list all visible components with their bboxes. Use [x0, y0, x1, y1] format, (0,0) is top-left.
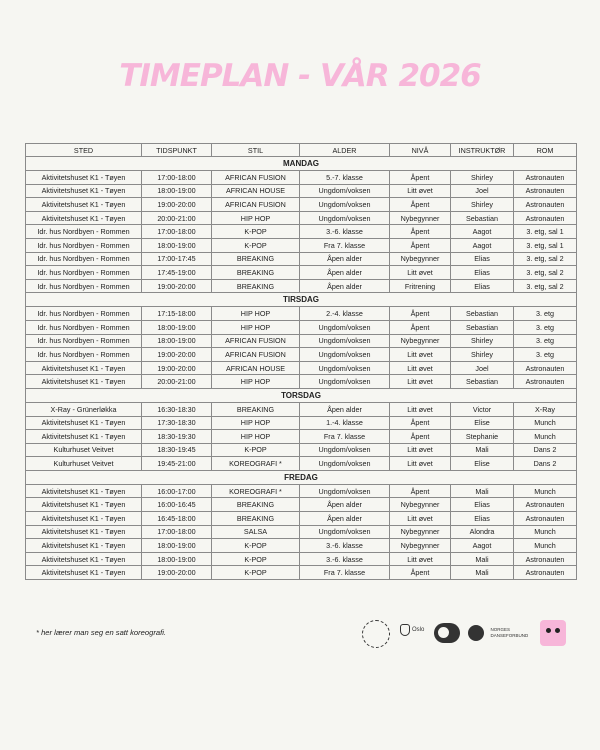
- table-row: [26, 498, 577, 512]
- table-row: [26, 552, 577, 566]
- cell-stil: HIP HOP: [212, 307, 300, 321]
- cell-stil: HIP HOP: [212, 416, 300, 430]
- table-row: [26, 225, 577, 239]
- cell-niva: Litt øvet: [390, 457, 451, 471]
- cell-instruktor: Elise: [451, 457, 514, 471]
- cell-alder: Ungdom/voksen: [300, 525, 390, 539]
- cell-instruktor: Shirley: [451, 334, 514, 348]
- cell-sted: Aktivitetshuset K1 - Tøyen: [26, 484, 142, 498]
- cell-instruktor: Elise: [451, 416, 514, 430]
- cell-alder: Åpen alder: [300, 512, 390, 526]
- cell-sted: Aktivitetshuset K1 - Tøyen: [26, 211, 142, 225]
- cell-tidspunkt: 17:15-18:00: [142, 307, 212, 321]
- column-header: STED: [26, 144, 142, 157]
- cell-stil: HIP HOP: [212, 430, 300, 444]
- column-header: TIDSPUNKT: [142, 144, 212, 157]
- cell-tidspunkt: 17:00-18:00: [142, 225, 212, 239]
- cell-niva: Nybegynner: [390, 211, 451, 225]
- cell-instruktor: Mali: [451, 552, 514, 566]
- cell-niva: Litt øvet: [390, 552, 451, 566]
- cell-sted: Aktivitetshuset K1 - Tøyen: [26, 512, 142, 526]
- cell-niva: Nybegynner: [390, 498, 451, 512]
- cell-instruktor: Sebastian: [451, 307, 514, 321]
- cell-alder: Åpen alder: [300, 498, 390, 512]
- cell-alder: Ungdom/voksen: [300, 375, 390, 389]
- cell-tidspunkt: 19:00-20:00: [142, 198, 212, 212]
- cell-tidspunkt: 20:00-21:00: [142, 211, 212, 225]
- day-label: TORSDAG: [26, 388, 577, 402]
- cell-niva: Åpent: [390, 416, 451, 430]
- table-row: [26, 238, 577, 252]
- cell-niva: Litt øvet: [390, 375, 451, 389]
- cell-stil: KOREOGRAFI *: [212, 484, 300, 498]
- ndf-line2: DANSEFORBUND: [490, 632, 529, 638]
- cell-niva: Fritrening: [390, 279, 451, 293]
- cell-rom: Astronauten: [514, 171, 577, 185]
- cell-tidspunkt: 18:00-19:00: [142, 320, 212, 334]
- oslo-logo-text: Oslo: [412, 627, 425, 633]
- cell-instruktor: Shirley: [451, 171, 514, 185]
- cell-stil: KOREOGRAFI *: [212, 457, 300, 471]
- cell-tidspunkt: 16:45-18:00: [142, 512, 212, 526]
- table-row: [26, 512, 577, 526]
- cell-rom: 3. etg: [514, 334, 577, 348]
- cell-tidspunkt: 17:45-19:00: [142, 266, 212, 280]
- cell-alder: Åpen alder: [300, 279, 390, 293]
- cell-stil: AFRICAN FUSION: [212, 171, 300, 185]
- cell-niva: Litt øvet: [390, 348, 451, 362]
- cell-niva: Nybegynner: [390, 334, 451, 348]
- cell-sted: Idr. hus Nordbyen - Rommen: [26, 334, 142, 348]
- cell-rom: Dans 2: [514, 457, 577, 471]
- cell-stil: BREAKING: [212, 512, 300, 526]
- cell-sted: Aktivitetshuset K1 - Tøyen: [26, 184, 142, 198]
- cell-rom: Astronauten: [514, 198, 577, 212]
- cell-sted: X-Ray - Grünerløkka: [26, 402, 142, 416]
- table-row: [26, 375, 577, 389]
- table-row: [26, 525, 577, 539]
- partner-logo-icon: [434, 623, 460, 643]
- sponsor-logos: [362, 618, 576, 650]
- cell-alder: 1.-4. klasse: [300, 416, 390, 430]
- table-row: [26, 443, 577, 457]
- day-label: FREDAG: [26, 470, 577, 484]
- cell-niva: Åpent: [390, 171, 451, 185]
- cell-niva: Litt øvet: [390, 266, 451, 280]
- cell-sted: Idr. hus Nordbyen - Rommen: [26, 307, 142, 321]
- cell-sted: Aktivitetshuset K1 - Tøyen: [26, 361, 142, 375]
- cell-stil: K-POP: [212, 539, 300, 553]
- cell-tidspunkt: 18:00-19:00: [142, 238, 212, 252]
- cell-tidspunkt: 19:00-20:00: [142, 348, 212, 362]
- cell-instruktor: Elias: [451, 512, 514, 526]
- cell-stil: AFRICAN HOUSE: [212, 361, 300, 375]
- cell-rom: Munch: [514, 525, 577, 539]
- cell-niva: Åpent: [390, 430, 451, 444]
- cell-instruktor: Elias: [451, 498, 514, 512]
- cell-alder: Ungdom/voksen: [300, 211, 390, 225]
- cell-rom: Munch: [514, 430, 577, 444]
- cell-sted: Idr. hus Nordbyen - Rommen: [26, 320, 142, 334]
- cell-rom: Astronauten: [514, 211, 577, 225]
- cell-stil: SALSA: [212, 525, 300, 539]
- cell-rom: 3. etg, sal 1: [514, 238, 577, 252]
- cell-alder: Ungdom/voksen: [300, 334, 390, 348]
- table-row: [26, 334, 577, 348]
- cell-rom: 3. etg: [514, 348, 577, 362]
- cell-rom: Astronauten: [514, 498, 577, 512]
- day-label: TIRSDAG: [26, 293, 577, 307]
- cell-tidspunkt: 18:30-19:30: [142, 430, 212, 444]
- column-header: INSTRUKTØR: [451, 144, 514, 157]
- cell-alder: Ungdom/voksen: [300, 348, 390, 362]
- cell-instruktor: Aagot: [451, 225, 514, 239]
- cell-tidspunkt: 18:00-19:00: [142, 552, 212, 566]
- ndf-line1: NORGES: [490, 627, 510, 633]
- table-row: [26, 402, 577, 416]
- cell-sted: Aktivitetshuset K1 - Tøyen: [26, 375, 142, 389]
- cell-tidspunkt: 16:30-18:30: [142, 402, 212, 416]
- cell-stil: BREAKING: [212, 498, 300, 512]
- cell-niva: Nybegynner: [390, 252, 451, 266]
- table-row: [26, 457, 577, 471]
- cell-sted: Idr. hus Nordbyen - Rommen: [26, 225, 142, 239]
- cell-stil: K-POP: [212, 443, 300, 457]
- cell-rom: 3. etg, sal 2: [514, 279, 577, 293]
- cell-alder: 5.-7. klasse: [300, 171, 390, 185]
- cell-tidspunkt: 16:00-17:00: [142, 484, 212, 498]
- cell-sted: Aktivitetshuset K1 - Tøyen: [26, 198, 142, 212]
- cell-alder: 2.-4. klasse: [300, 307, 390, 321]
- oslo-kommune-logo: [400, 624, 424, 636]
- cell-alder: Ungdom/voksen: [300, 457, 390, 471]
- table-row: [26, 430, 577, 444]
- cell-instruktor: Elias: [451, 266, 514, 280]
- cell-rom: X-Ray: [514, 402, 577, 416]
- cell-tidspunkt: 18:00-19:00: [142, 539, 212, 553]
- cell-sted: Aktivitetshuset K1 - Tøyen: [26, 498, 142, 512]
- cell-stil: AFRICAN FUSION: [212, 334, 300, 348]
- cell-niva: Åpent: [390, 225, 451, 239]
- cell-niva: Nybegynner: [390, 525, 451, 539]
- column-header: STIL: [212, 144, 300, 157]
- cell-sted: Kulturhuset Veitvet: [26, 443, 142, 457]
- cell-alder: Ungdom/voksen: [300, 198, 390, 212]
- pink-mascot-logo-icon: [540, 620, 566, 646]
- day-header-row: [26, 293, 577, 307]
- cell-niva: Litt øvet: [390, 361, 451, 375]
- cell-sted: Aktivitetshuset K1 - Tøyen: [26, 171, 142, 185]
- cell-instruktor: Sebastian: [451, 320, 514, 334]
- table-row: [26, 279, 577, 293]
- cell-rom: 3. etg, sal 1: [514, 225, 577, 239]
- cell-rom: Astronauten: [514, 375, 577, 389]
- cell-alder: 3.-6. klasse: [300, 552, 390, 566]
- cell-rom: 3. etg: [514, 307, 577, 321]
- cell-tidspunkt: 19:00-20:00: [142, 279, 212, 293]
- cell-tidspunkt: 17:30-18:30: [142, 416, 212, 430]
- table-row: [26, 171, 577, 185]
- cell-sted: Aktivitetshuset K1 - Tøyen: [26, 416, 142, 430]
- cell-rom: Munch: [514, 539, 577, 553]
- table-header-row: [26, 144, 577, 157]
- cell-rom: Astronauten: [514, 566, 577, 580]
- cell-instruktor: Mali: [451, 443, 514, 457]
- day-header-row: [26, 157, 577, 171]
- cell-stil: HIP HOP: [212, 320, 300, 334]
- cell-stil: BREAKING: [212, 266, 300, 280]
- cell-niva: Åpent: [390, 320, 451, 334]
- table-row: [26, 348, 577, 362]
- cell-niva: Åpent: [390, 566, 451, 580]
- cell-tidspunkt: 19:00-20:00: [142, 566, 212, 580]
- cell-rom: 3. etg, sal 2: [514, 266, 577, 280]
- cell-sted: Aktivitetshuset K1 - Tøyen: [26, 552, 142, 566]
- cell-alder: 3.-6. klasse: [300, 539, 390, 553]
- footnote: * her lærer man seg en satt koreografi.: [36, 628, 166, 637]
- cell-instruktor: Elias: [451, 279, 514, 293]
- table-row: [26, 320, 577, 334]
- cell-instruktor: Mali: [451, 484, 514, 498]
- norges-danseforbund-logo: [468, 624, 528, 642]
- cell-tidspunkt: 17:00-18:00: [142, 525, 212, 539]
- cell-niva: Litt øvet: [390, 512, 451, 526]
- cell-alder: Ungdom/voksen: [300, 484, 390, 498]
- cell-instruktor: Shirley: [451, 198, 514, 212]
- day-header-row: [26, 388, 577, 402]
- cell-sted: Kulturhuset Veitvet: [26, 457, 142, 471]
- table-row: [26, 416, 577, 430]
- cell-alder: Ungdom/voksen: [300, 184, 390, 198]
- cell-stil: HIP HOP: [212, 211, 300, 225]
- cell-sted: Aktivitetshuset K1 - Tøyen: [26, 525, 142, 539]
- cell-alder: Fra 7. klasse: [300, 566, 390, 580]
- column-header: ROM: [514, 144, 577, 157]
- cell-instruktor: Elias: [451, 252, 514, 266]
- cell-alder: Ungdom/voksen: [300, 361, 390, 375]
- cell-stil: K-POP: [212, 238, 300, 252]
- cell-niva: Litt øvet: [390, 184, 451, 198]
- schedule-table: [25, 143, 577, 580]
- cell-instruktor: Sebastian: [451, 375, 514, 389]
- page-title: TIMEPLAN - VÅR 2026: [119, 58, 481, 94]
- cell-sted: Idr. hus Nordbyen - Rommen: [26, 348, 142, 362]
- cell-alder: Ungdom/voksen: [300, 320, 390, 334]
- cell-stil: AFRICAN FUSION: [212, 348, 300, 362]
- cell-sted: Idr. hus Nordbyen - Rommen: [26, 266, 142, 280]
- cell-tidspunkt: 19:45-21:00: [142, 457, 212, 471]
- cell-instruktor: Joel: [451, 361, 514, 375]
- table-row: [26, 307, 577, 321]
- cell-tidspunkt: 17:00-17:45: [142, 252, 212, 266]
- table-row: [26, 266, 577, 280]
- cell-instruktor: Alondra: [451, 525, 514, 539]
- cell-rom: Astronauten: [514, 512, 577, 526]
- cell-sted: Aktivitetshuset K1 - Tøyen: [26, 566, 142, 580]
- table-row: [26, 484, 577, 498]
- table-row: [26, 211, 577, 225]
- cell-stil: K-POP: [212, 225, 300, 239]
- day-label: MANDAG: [26, 157, 577, 171]
- cell-stil: HIP HOP: [212, 375, 300, 389]
- cell-sted: Aktivitetshuset K1 - Tøyen: [26, 539, 142, 553]
- cell-niva: Litt øvet: [390, 443, 451, 457]
- cell-stil: AFRICAN HOUSE: [212, 184, 300, 198]
- cell-rom: Astronauten: [514, 361, 577, 375]
- cell-niva: Åpent: [390, 238, 451, 252]
- cell-tidspunkt: 18:00-19:00: [142, 334, 212, 348]
- cell-sted: Idr. hus Nordbyen - Rommen: [26, 252, 142, 266]
- cell-alder: Åpen alder: [300, 252, 390, 266]
- cell-instruktor: Aagot: [451, 238, 514, 252]
- cell-alder: Fra 7. klasse: [300, 238, 390, 252]
- cell-rom: Astronauten: [514, 552, 577, 566]
- cell-niva: Åpent: [390, 484, 451, 498]
- table-row: [26, 198, 577, 212]
- cell-alder: 3.-6. klasse: [300, 225, 390, 239]
- cell-alder: Åpen alder: [300, 402, 390, 416]
- cell-stil: BREAKING: [212, 279, 300, 293]
- cell-rom: Munch: [514, 484, 577, 498]
- cell-stil: K-POP: [212, 552, 300, 566]
- cell-rom: 3. etg: [514, 320, 577, 334]
- cell-instruktor: Victor: [451, 402, 514, 416]
- cell-sted: Idr. hus Nordbyen - Rommen: [26, 238, 142, 252]
- table-row: [26, 361, 577, 375]
- cell-niva: Nybegynner: [390, 539, 451, 553]
- column-header: ALDER: [300, 144, 390, 157]
- cell-rom: Munch: [514, 416, 577, 430]
- cell-stil: BREAKING: [212, 252, 300, 266]
- cell-tidspunkt: 20:00-21:00: [142, 375, 212, 389]
- cell-instruktor: Aagot: [451, 539, 514, 553]
- cell-instruktor: Mali: [451, 566, 514, 580]
- table-row: [26, 539, 577, 553]
- cell-tidspunkt: 17:00-18:00: [142, 171, 212, 185]
- cell-instruktor: Sebastian: [451, 211, 514, 225]
- cell-niva: Åpent: [390, 307, 451, 321]
- ndf-emblem-icon: [468, 625, 484, 641]
- table-body: [26, 157, 577, 580]
- table-row: [26, 566, 577, 580]
- cell-sted: Idr. hus Nordbyen - Rommen: [26, 279, 142, 293]
- cell-stil: BREAKING: [212, 402, 300, 416]
- cell-tidspunkt: 18:30-19:45: [142, 443, 212, 457]
- day-header-row: [26, 470, 577, 484]
- cell-alder: Åpen alder: [300, 266, 390, 280]
- table-row: [26, 184, 577, 198]
- cell-alder: Fra 7. klasse: [300, 430, 390, 444]
- cell-tidspunkt: 18:00-19:00: [142, 184, 212, 198]
- cell-rom: 3. etg, sal 2: [514, 252, 577, 266]
- oslo-emblem-icon: [400, 624, 410, 636]
- cell-tidspunkt: 16:00-16:45: [142, 498, 212, 512]
- cell-stil: AFRICAN FUSION: [212, 198, 300, 212]
- cell-stil: K-POP: [212, 566, 300, 580]
- dance-club-logo-icon: [362, 620, 390, 648]
- table-row: [26, 252, 577, 266]
- cell-niva: Litt øvet: [390, 402, 451, 416]
- cell-rom: Astronauten: [514, 184, 577, 198]
- cell-instruktor: Shirley: [451, 348, 514, 362]
- cell-tidspunkt: 19:00-20:00: [142, 361, 212, 375]
- cell-instruktor: Joel: [451, 184, 514, 198]
- cell-niva: Åpent: [390, 198, 451, 212]
- cell-sted: Aktivitetshuset K1 - Tøyen: [26, 430, 142, 444]
- cell-alder: Ungdom/voksen: [300, 443, 390, 457]
- column-header: NIVÅ: [390, 144, 451, 157]
- cell-rom: Dans 2: [514, 443, 577, 457]
- cell-instruktor: Stephanie: [451, 430, 514, 444]
